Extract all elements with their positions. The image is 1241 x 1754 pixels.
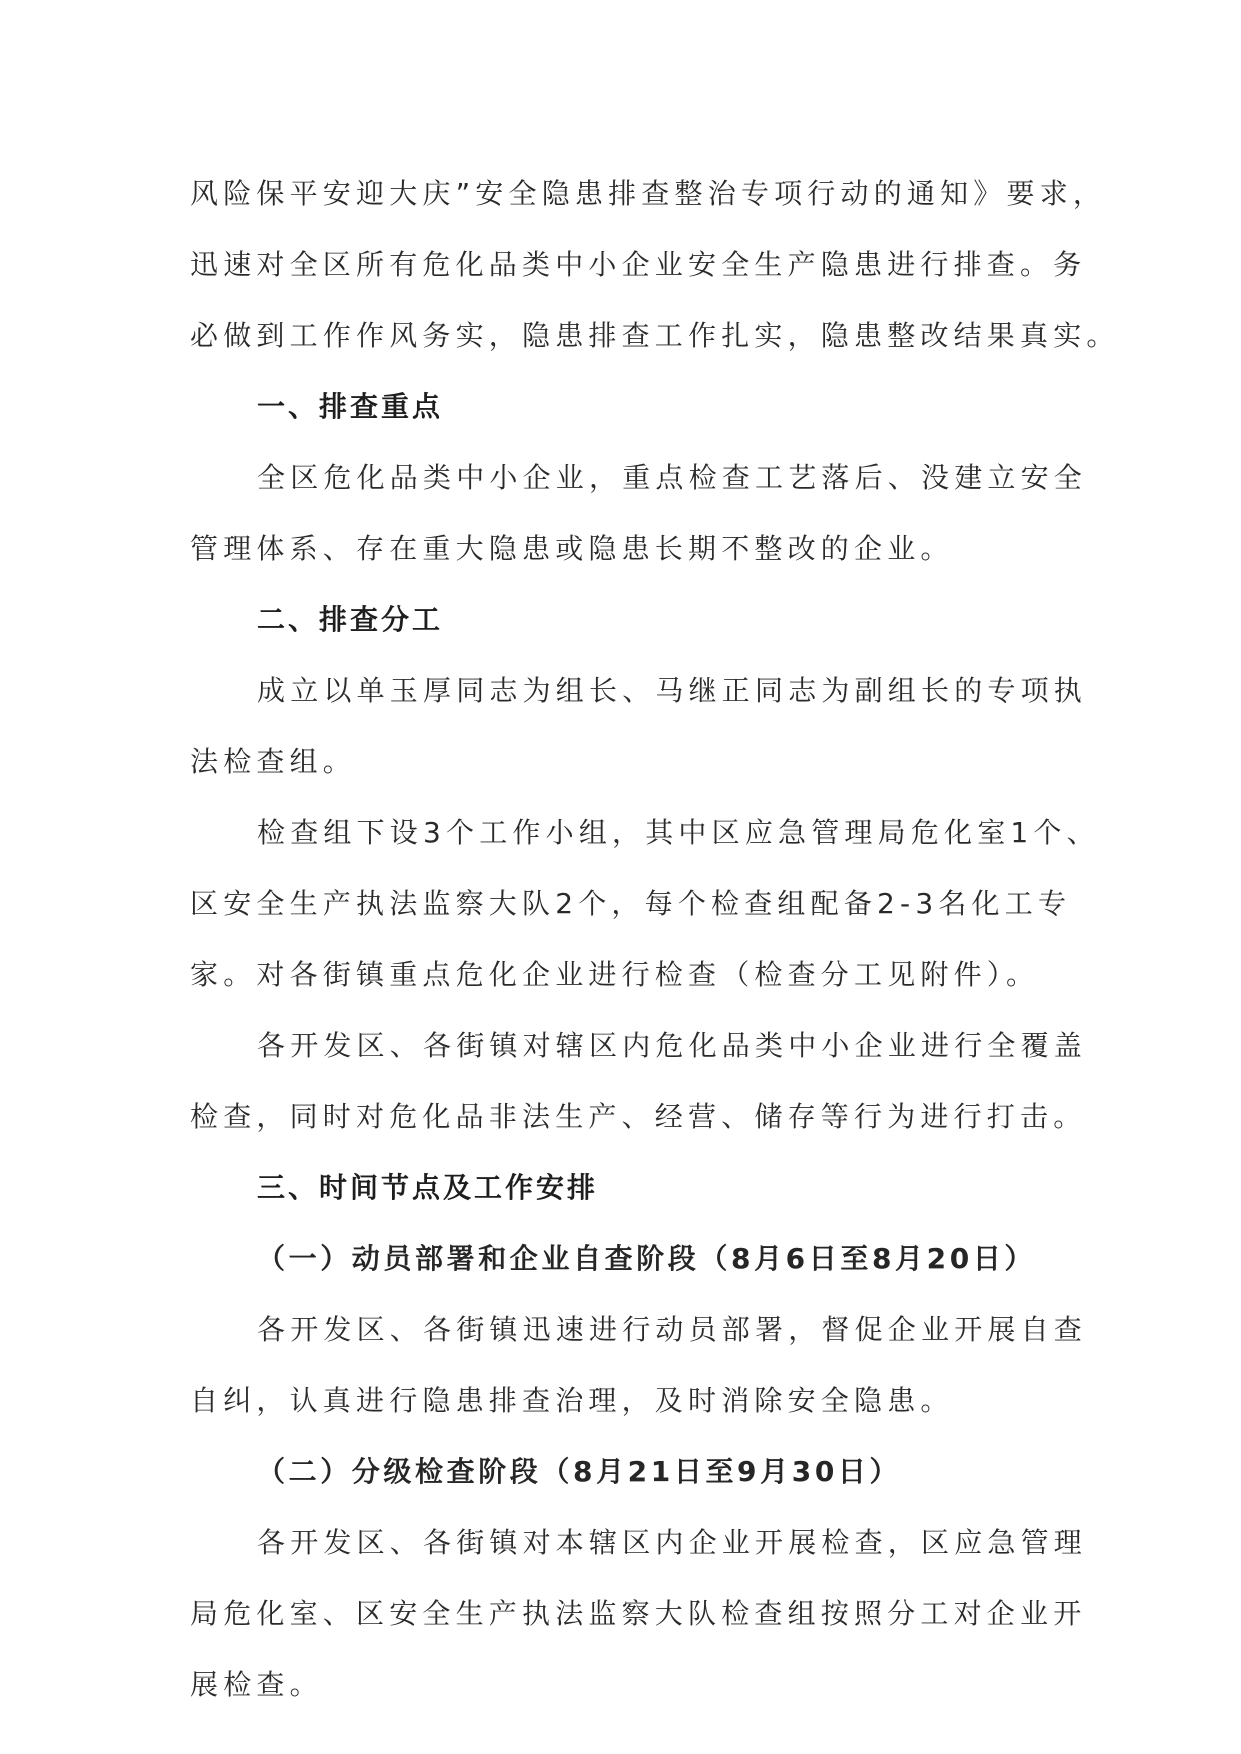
text-line: 成立以单玉厚同志为组长、马继正同志为副组长的专项执 [257,674,1088,707]
text-line: 区安全生产执法监察大队2个，每个检查组配备2-3名化工专 [190,887,1072,920]
text-line: 法检查组。 [190,745,357,778]
text-line: 迅速对全区所有危化品类中小企业安全生产隐患进行排查。务 [190,248,1087,281]
section-division-paragraph-1 [190,655,1088,797]
text-line: 局危化室、区安全生产执法监察大队检查组按照分工对企业开 [190,1597,1087,1630]
text-line: 风险保平安迎大庆”安全隐患排查整治专项行动的通知》要求， [190,177,1107,210]
section-heading-division: 二、排查分工 [257,603,444,636]
text-line: 检查组下设3个工作小组，其中区应急管理局危化室1个、 [257,816,1100,849]
subsection-mobilization-paragraph [190,1294,1088,1436]
section-division-paragraph-2 [190,797,1100,1010]
text-line: 各开发区、各街镇对本辖区内企业开展检查，区应急管理 [257,1526,1088,1559]
intro-paragraph [190,158,1120,371]
subsection-heading-inspection: （二）分级检查阶段（8月21日至9月30日） [257,1455,902,1488]
document-page [190,158,1120,1720]
subsection-heading-mobilization: （一）动员部署和企业自查阶段（8月6日至8月20日） [257,1242,1037,1275]
section-division-paragraph-3 [190,1010,1088,1152]
text-line: 检查，同时对危化品非法生产、经营、储存等行为进行打击。 [190,1100,1087,1133]
text-line: 展检查。 [190,1668,323,1701]
section-heading-schedule: 三、时间节点及工作安排 [257,1171,599,1204]
section-focus-paragraph [190,442,1088,584]
text-line: 管理体系、存在重大隐患或隐患长期不整改的企业。 [190,532,954,565]
text-line: 全区危化品类中小企业，重点检查工艺落后、没建立安全 [257,461,1088,494]
section-heading-focus: 一、排查重点 [257,390,444,423]
text-line: 各开发区、各街镇对辖区内危化品类中小企业进行全覆盖 [257,1029,1088,1062]
text-line: 自纠，认真进行隐患排查治理，及时消除安全隐患。 [190,1384,954,1417]
text-line: 各开发区、各街镇迅速进行动员部署，督促企业开展自查 [257,1313,1088,1346]
subsection-inspection-paragraph [190,1507,1088,1720]
text-line: 必做到工作作风务实，隐患排查工作扎实，隐患整改结果真实。 [190,319,1120,352]
text-line: 家。对各街镇重点危化企业进行检查（检查分工见附件）。 [190,958,1040,991]
